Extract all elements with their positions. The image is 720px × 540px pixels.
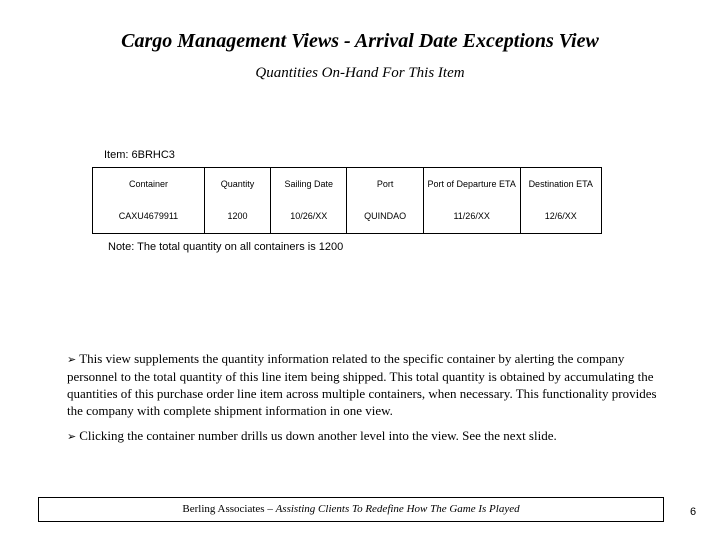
header-port: Port bbox=[347, 168, 423, 201]
arrow-bullet-icon: ➢ bbox=[67, 430, 77, 443]
cell-port-of-departure-eta: 11/26/XX bbox=[423, 201, 520, 234]
footer-company: Berling Associates – bbox=[182, 503, 276, 515]
header-container: Container bbox=[128, 178, 168, 189]
footer-tagline: Assisting Clients To Redefine How The Game Is Played bbox=[275, 503, 520, 515]
bullet-item bbox=[67, 427, 657, 445]
arrow-bullet-icon: ➢ bbox=[67, 353, 77, 366]
header-quantity: Quantity bbox=[204, 168, 270, 201]
page-number: 6 bbox=[690, 506, 697, 518]
cell-quantity: 1200 bbox=[204, 201, 270, 234]
footer bbox=[38, 497, 664, 522]
cell-sailing-date: 10/26/XX bbox=[271, 201, 347, 234]
bullet-text: Clicking the container number drills us down another level into the view. See the next slide. bbox=[79, 428, 557, 443]
cell-port: QUINDAO bbox=[347, 201, 423, 234]
slide-subtitle: Quantities On-Hand For This Item bbox=[255, 65, 465, 81]
cell-destination-eta: 12/6/XX bbox=[520, 201, 601, 234]
table-row bbox=[93, 201, 602, 234]
bullet-item bbox=[67, 350, 657, 419]
cell-container-number[interactable]: CAXU4679911 bbox=[118, 211, 179, 222]
header-port-of-departure-eta: Port of Departure ETA bbox=[423, 168, 520, 201]
table-header-row bbox=[93, 168, 602, 201]
header-sailing-date: Sailing Date bbox=[271, 168, 347, 201]
item-label: Item: 6BRHC3 bbox=[104, 149, 175, 161]
total-quantity-note: Note: The total quantity on all containers is 1200 bbox=[108, 241, 344, 253]
header-destination-eta: Destination ETA bbox=[520, 168, 601, 201]
bullet-text: This view supplements the quantity information related to the specific container by alerting the company personnel to the total quantity of this line item being shipped. This total quantity is obtained by accumulating the quantities of this purchase order line item across multiple containers, when necessary. This functionality provides the company with complete shipment information in one view. bbox=[67, 351, 657, 418]
cargo-table bbox=[92, 167, 602, 234]
slide-title: Cargo Management Views - Arrival Date Exceptions View bbox=[121, 30, 599, 52]
